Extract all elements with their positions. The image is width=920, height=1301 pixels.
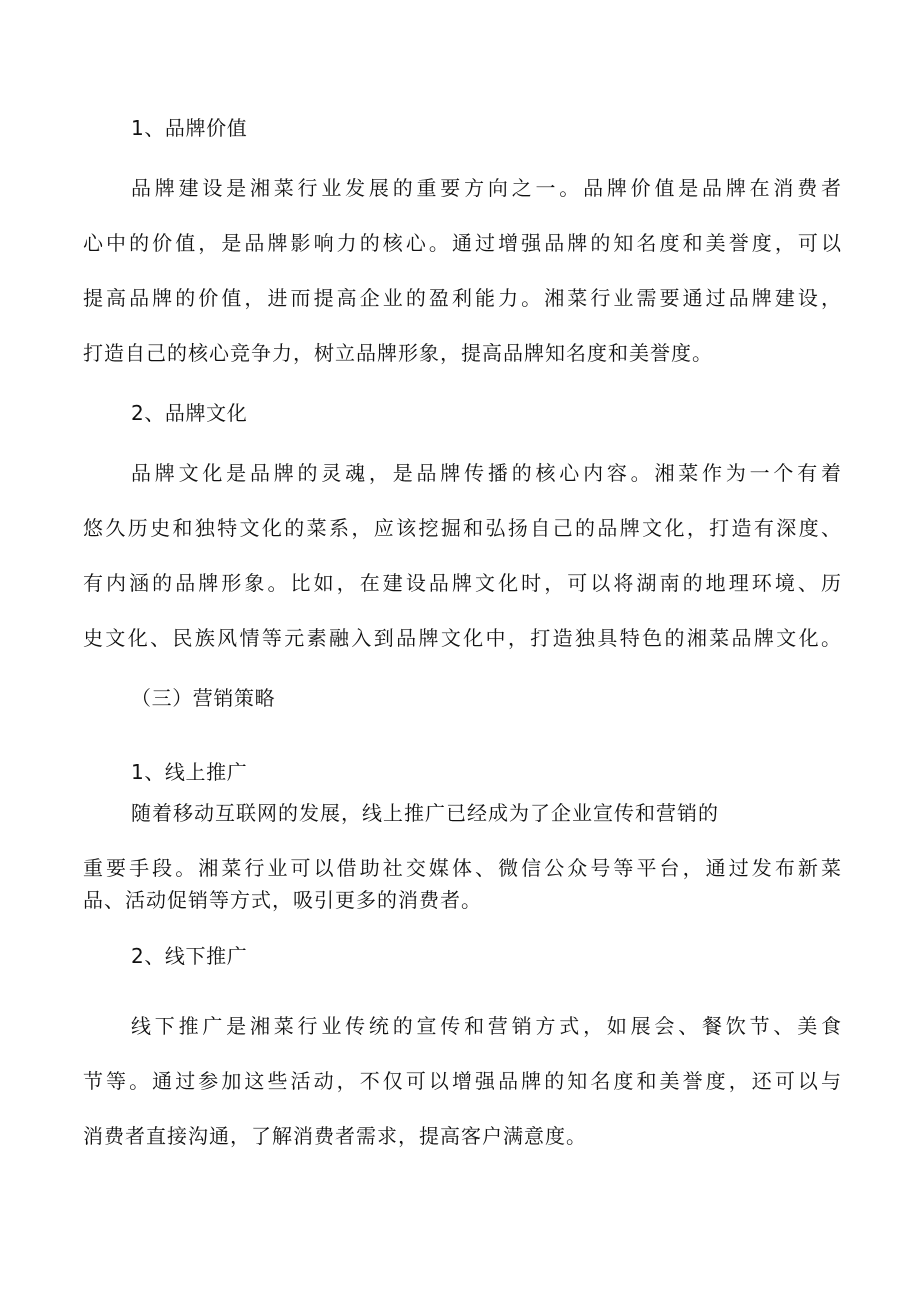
paragraph-line: 消费者直接沟通，了解消费者需求，提高客户满意度。 — [83, 1124, 587, 1148]
heading-marketing-strategy: （三）营销策略 — [131, 686, 276, 710]
heading-offline-promotion: 2、线下推广 — [131, 944, 248, 968]
paragraph-line: 提高品牌的价值，进而提高企业的盈利能力。湘菜行业需要通过品牌建设， — [83, 286, 841, 310]
paragraph-line: 品、活动促销等方式，吸引更多的消费者。 — [83, 888, 482, 912]
paragraph-line: 悠久历史和独特文化的菜系，应该挖掘和弘扬自己的品牌文化，打造有深度、 — [83, 516, 841, 540]
paragraph-line: 节等。通过参加这些活动，不仅可以增强品牌的知名度和美誉度，还可以与 — [83, 1069, 841, 1093]
paragraph-line: 有内涵的品牌形象。比如，在建设品牌文化时，可以将湖南的地理环境、历 — [83, 571, 841, 595]
heading-brand-value: 1、品牌价值 — [131, 116, 248, 140]
paragraph-line: 线下推广是湘菜行业传统的宣传和营销方式，如展会、餐饮节、美食 — [131, 1014, 841, 1038]
heading-online-promotion: 1、线上推广 — [131, 760, 248, 784]
paragraph-line: 心中的价值，是品牌影响力的核心。通过增强品牌的知名度和美誉度，可以 — [83, 231, 841, 255]
heading-brand-culture: 2、品牌文化 — [131, 401, 248, 425]
paragraph-line: 随着移动互联网的发展，线上推广已经成为了企业宣传和营销的 — [131, 801, 719, 825]
paragraph-line: 重要手段。湘菜行业可以借助社交媒体、微信公众号等平台，通过发布新菜 — [83, 856, 841, 880]
paragraph-line: 打造自己的核心竞争力，树立品牌形象，提高品牌知名度和美誉度。 — [83, 341, 713, 365]
paragraph-line: 史文化、民族风情等元素融入到品牌文化中，打造独具特色的湘菜品牌文化。 — [83, 626, 841, 650]
paragraph-line: 品牌建设是湘菜行业发展的重要方向之一。品牌价值是品牌在消费者 — [131, 176, 841, 200]
paragraph-line: 品牌文化是品牌的灵魂，是品牌传播的核心内容。湘菜作为一个有着 — [131, 461, 841, 485]
